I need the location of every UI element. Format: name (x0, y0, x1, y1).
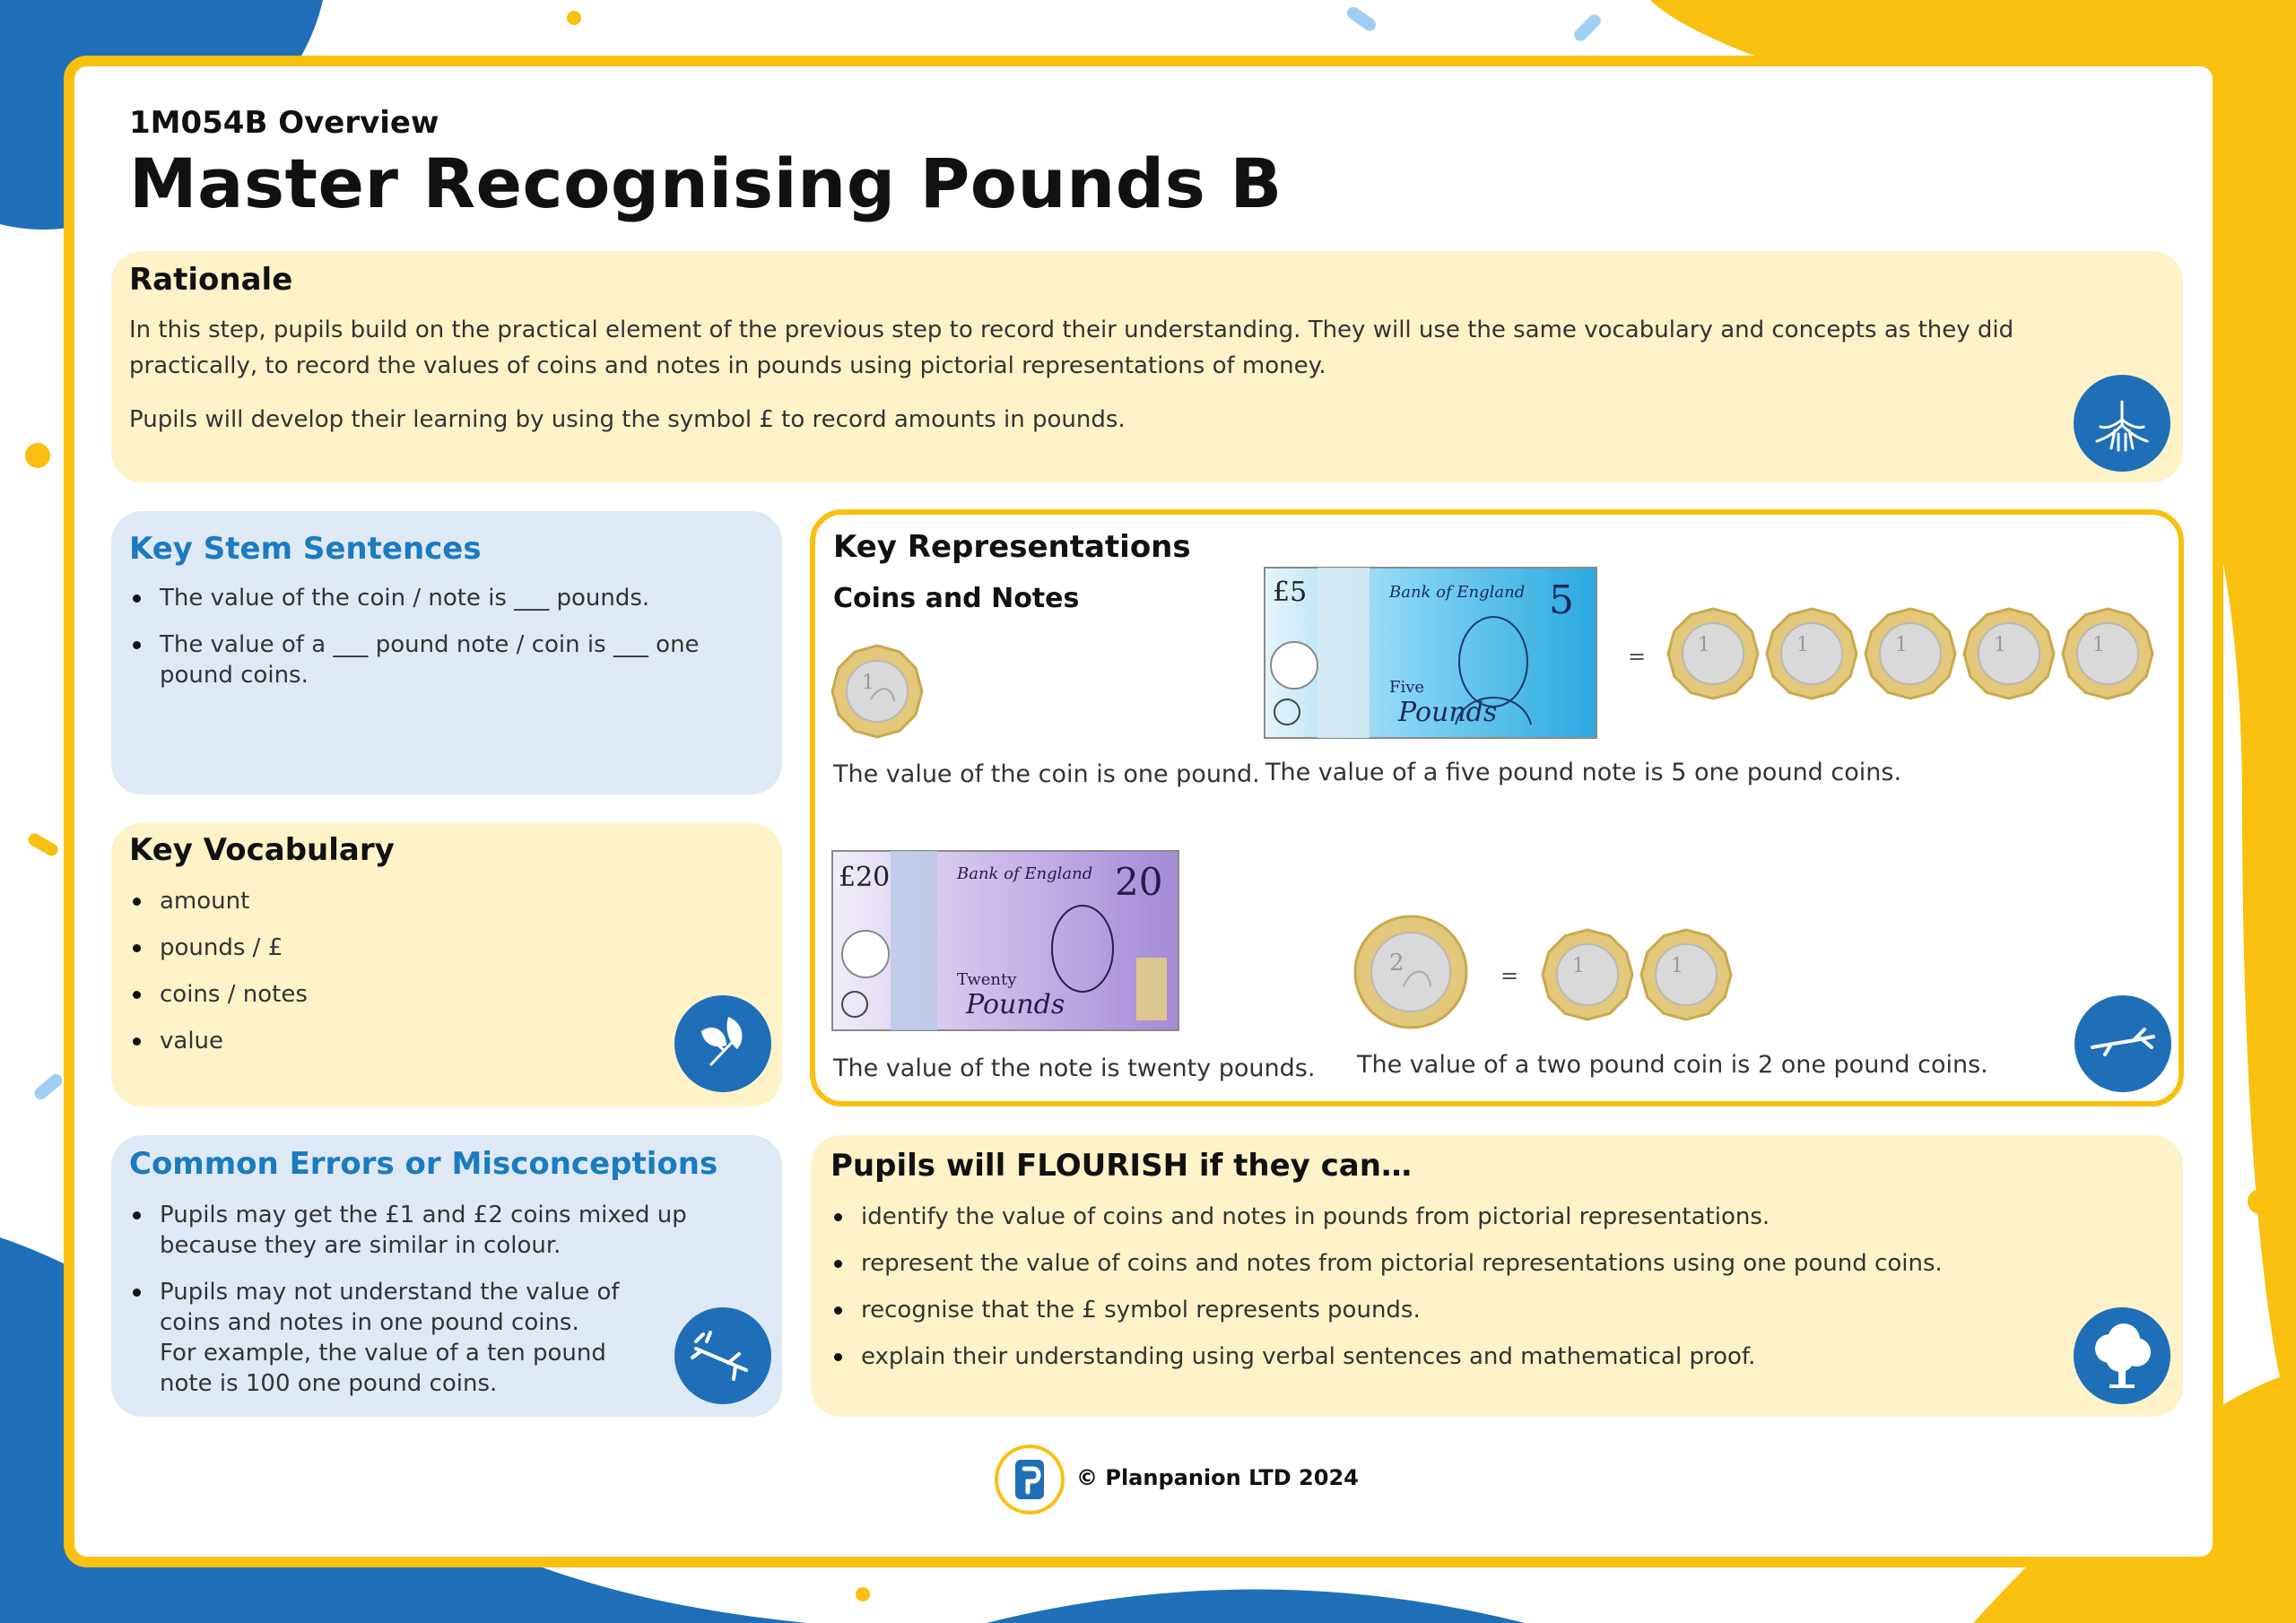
svg-text:1: 1 (1994, 634, 2006, 656)
svg-text:Pounds: Pounds (966, 989, 1065, 1020)
svg-text:1: 1 (862, 672, 874, 694)
misconceptions-panel (111, 1135, 782, 1417)
one-pound-coin (1767, 609, 1857, 699)
svg-text:2: 2 (1389, 950, 1405, 976)
rationale-heading: Rationale (129, 262, 293, 298)
flourish-item: represent the value of coins and notes from pictorial representations using one pound coins. (831, 1248, 1996, 1279)
vocabulary-list (129, 886, 667, 1072)
svg-text:£20: £20 (839, 862, 891, 893)
rationale-paragraph-1: In this step, pupils build on the practical element of the previous step to record their understanding. They will use the same vocabulary and concepts as they did practically, to record the values of coins and notes in pounds using pictorial representations of money. (129, 317, 2014, 379)
svg-text:1: 1 (1671, 955, 1683, 977)
svg-text:1: 1 (2092, 634, 2105, 656)
representations-heading: Key Representations (833, 529, 1191, 565)
vocabulary-item: coins / notes (129, 979, 667, 1010)
flourish-item: identify the value of coins and notes in pounds from pictorial representations. (831, 1202, 1996, 1232)
flourish-heading: Pupils will FLOURISH if they can… (831, 1148, 1412, 1184)
vocabulary-item: amount (129, 886, 667, 916)
stem-sentence-item: The value of the coin / note is ___ pounds. (129, 583, 766, 613)
one-pound-coin (830, 644, 925, 739)
svg-text:£5: £5 (1273, 577, 1308, 608)
five-pound-note (1264, 567, 1597, 739)
rationale-paragraph-2: Pupils will develop their learning by using the symbol £ to record amounts in pounds. (129, 406, 1126, 433)
svg-text:1: 1 (1572, 955, 1585, 977)
svg-text:1: 1 (1796, 634, 1809, 656)
vocabulary-item: pounds / £ (129, 933, 667, 963)
misconception-item: Pupils may get the £1 and £2 coins mixed up because they are similar in colour. (129, 1200, 739, 1261)
stem-sentences-panel (111, 511, 782, 794)
svg-text:Pounds: Pounds (1398, 697, 1498, 728)
flourish-item: explain their understanding using verbal sentences and mathematical proof. (831, 1341, 1996, 1372)
misconceptions-heading: Common Errors or Misconceptions (129, 1146, 718, 1182)
one-pound-coin (1543, 930, 1632, 1020)
five-note-caption: The value of a five pound note is 5 one pound coins. (1265, 759, 1902, 786)
rationale-panel (111, 251, 2183, 482)
stem-sentence-item: The value of a ___ pound note / coin is ___ one pound coins. (129, 629, 766, 690)
svg-text:Five: Five (1389, 678, 1425, 697)
one-pound-coins-row-two (1540, 927, 1737, 1022)
overview-code: 1M054B Overview (129, 105, 439, 141)
one-pound-coins-row-five (1665, 606, 2159, 701)
flourish-panel (811, 1135, 2183, 1417)
svg-text:1: 1 (1698, 634, 1710, 656)
stem-sentences-heading: Key Stem Sentences (129, 531, 482, 567)
equals-sign: = (1628, 644, 1647, 669)
coins-notes-subheading: Coins and Notes (833, 583, 1080, 614)
one-pound-coin (1641, 930, 1731, 1020)
branch-icon (2074, 995, 2171, 1092)
copyright-text: © Planpanion LTD 2024 (1076, 1465, 1359, 1490)
one-pound-coin (1668, 609, 1758, 699)
flourish-list (831, 1202, 1996, 1388)
twenty-pound-note (831, 850, 1179, 1031)
one-pound-coin (2063, 609, 2152, 699)
svg-text:20: 20 (1115, 860, 1163, 904)
one-pound-coin (1866, 609, 1955, 699)
two-pound-coin (1353, 915, 1468, 1029)
leaves-icon (674, 995, 771, 1092)
broken-branch-icon (674, 1307, 771, 1404)
coin-caption: The value of the coin is one pound. (833, 760, 1260, 788)
stem-sentences-list (129, 583, 766, 707)
one-pound-coin (1964, 609, 2054, 699)
misconceptions-list (129, 1200, 739, 1415)
flourish-item: recognise that the £ symbol represents pounds. (831, 1295, 1996, 1325)
page-title: Master Recognising Pounds B (129, 143, 1283, 223)
svg-text:5: 5 (1549, 577, 1574, 623)
svg-text:Bank of England: Bank of England (957, 864, 1093, 883)
tree-icon (2074, 1307, 2170, 1404)
vocabulary-panel (111, 823, 782, 1107)
svg-text:1: 1 (1895, 634, 1908, 656)
svg-text:Bank of England: Bank of England (1389, 583, 1526, 602)
misconception-item: Pupils may not understand the value of coins and notes in one pound coins. For example, the value of a ten pound note is 100 one pound coins. (129, 1277, 739, 1399)
equals-sign: = (1500, 963, 1519, 988)
planpanion-logo (994, 1444, 1065, 1515)
twenty-note-caption: The value of the note is twenty pounds. (833, 1055, 1316, 1082)
two-coin-caption: The value of a two pound coin is 2 one pound coins. (1357, 1051, 1988, 1079)
vocabulary-item: value (129, 1026, 667, 1056)
roots-icon (2074, 375, 2170, 472)
vocabulary-heading: Key Vocabulary (129, 832, 395, 868)
svg-text:Twenty: Twenty (957, 970, 1017, 989)
representations-panel (810, 509, 2184, 1107)
